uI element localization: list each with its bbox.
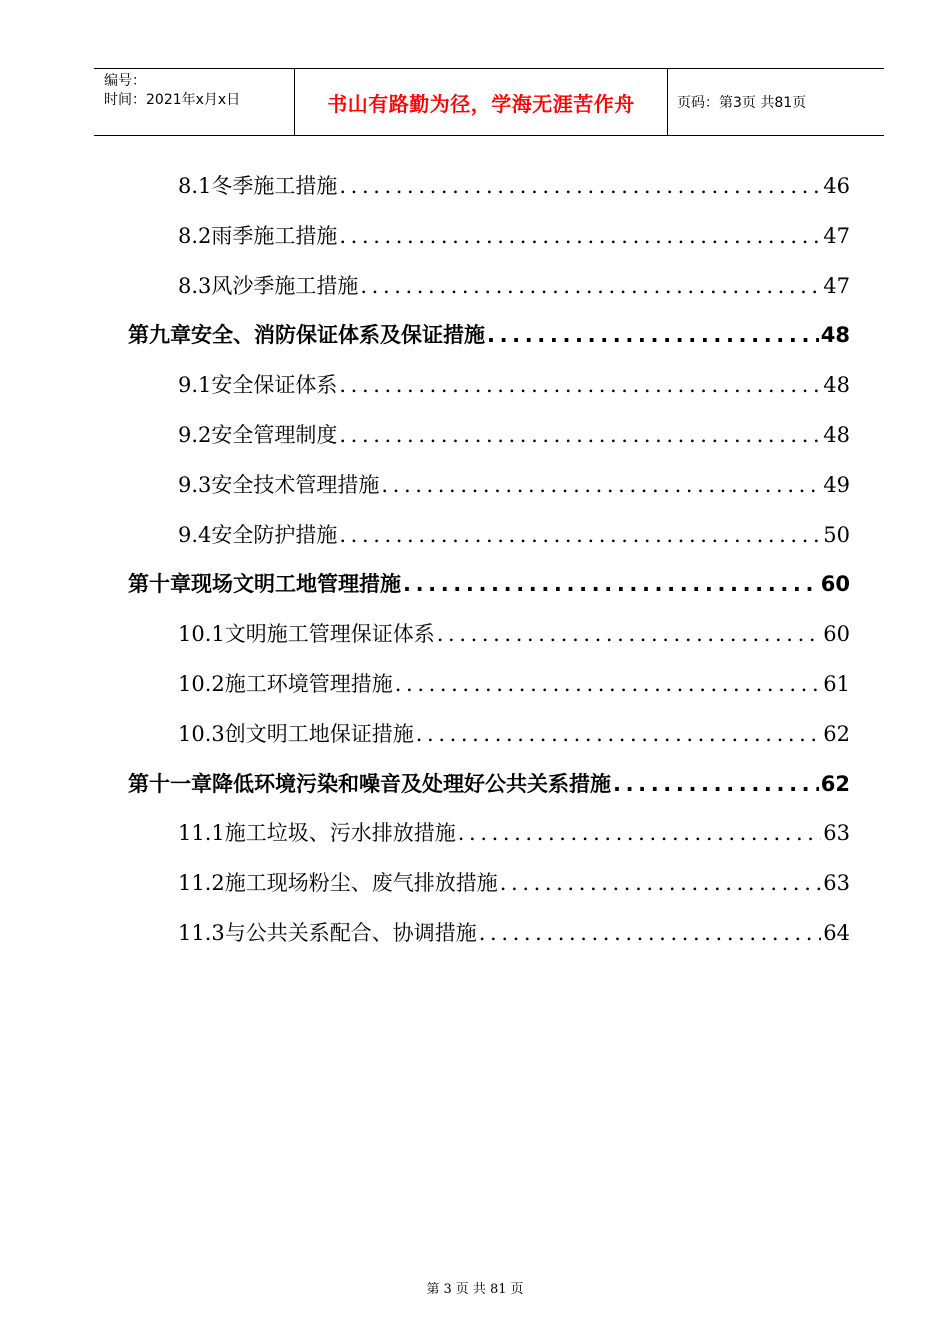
toc-title: 文明施工管理保证体系 — [224, 622, 435, 647]
toc-page: 64 — [823, 921, 850, 945]
toc-leader — [337, 171, 821, 201]
toc-page: 46 — [823, 174, 850, 198]
toc-entry[interactable] — [178, 470, 850, 500]
toc-page: 60 — [820, 572, 850, 597]
toc-page: 63 — [823, 821, 850, 846]
toc-number: 9.3 — [178, 472, 212, 497]
toc-leader — [414, 719, 822, 749]
toc-title: 施工现场粉尘、废气排放措施 — [224, 871, 498, 896]
toc-entry[interactable] — [178, 818, 850, 848]
toc-title: 施工垃圾、污水排放措施 — [224, 821, 456, 846]
toc-leader — [337, 221, 821, 251]
header-meta-cell — [94, 69, 295, 135]
toc-leader — [485, 320, 819, 350]
toc-number: 8.1 — [178, 174, 212, 198]
toc-number: 8.2 — [178, 223, 212, 248]
toc-number: 11.3 — [178, 921, 225, 945]
page-header — [94, 68, 884, 136]
toc-number: 9.1 — [178, 373, 212, 398]
toc-leader — [611, 769, 819, 799]
toc-title: 冬季施工措施 — [211, 174, 338, 198]
toc-page: 48 — [823, 423, 850, 447]
toc-page: 48 — [820, 323, 850, 348]
footer-prefix: 第 — [426, 1282, 440, 1297]
toc-title: 安全技术管理措施 — [211, 472, 380, 497]
page-footer — [0, 1278, 950, 1297]
toc-number: 11.2 — [178, 871, 225, 896]
toc-title: 与公共关系配合、协调措施 — [224, 921, 477, 945]
header-motto: 书山有路勤为径，学海无涯苦作舟 — [295, 69, 668, 135]
toc-title: 安全、消防保证体系及保证措施 — [191, 323, 485, 348]
toc-entry[interactable] — [178, 171, 850, 201]
toc-number: 第九章 — [128, 323, 191, 348]
toc-number: 第十章 — [128, 572, 191, 597]
toc-leader — [498, 868, 822, 898]
toc-title: 现场文明工地管理措施 — [191, 572, 401, 597]
toc-entry[interactable] — [178, 918, 850, 948]
footer-suffix: 页 — [510, 1282, 524, 1297]
toc-entry[interactable] — [128, 320, 850, 350]
toc-page: 47 — [823, 273, 850, 298]
toc-leader — [337, 420, 821, 450]
toc-number: 11.1 — [178, 821, 225, 846]
toc-entry[interactable] — [178, 719, 850, 749]
toc-leader — [337, 520, 821, 550]
toc-page: 62 — [820, 771, 850, 796]
toc-entry[interactable] — [128, 769, 850, 799]
toc-page: 50 — [823, 522, 850, 547]
toc-leader — [393, 669, 822, 699]
toc-entry[interactable] — [178, 370, 850, 400]
toc-number: 第十一章 — [128, 771, 212, 796]
toc-number: 10.3 — [178, 721, 225, 746]
toc-page: 61 — [823, 672, 850, 696]
footer-total-pages: 81 — [489, 1282, 507, 1297]
toc-page: 48 — [823, 373, 850, 398]
toc-entry[interactable] — [178, 221, 850, 251]
serial-label: 编号： — [104, 73, 146, 89]
toc-number: 8.3 — [178, 273, 212, 298]
footer-current-page: 3 — [443, 1282, 452, 1297]
header-page-info: 页码：第3页 共81页 — [677, 95, 807, 111]
time-label: 时间：2021年x月x日 — [104, 92, 241, 108]
toc-entry[interactable] — [178, 420, 850, 450]
toc-title: 创文明工地保证措施 — [224, 721, 414, 746]
toc-page: 49 — [823, 472, 850, 497]
toc-number: 9.4 — [178, 522, 212, 547]
toc-page: 62 — [823, 721, 850, 746]
toc-entry[interactable] — [178, 868, 850, 898]
toc-title: 安全防护措施 — [211, 522, 338, 547]
toc-title: 雨季施工措施 — [211, 223, 338, 248]
toc-title: 安全保证体系 — [211, 373, 338, 398]
toc-leader — [477, 918, 822, 948]
toc-leader — [379, 470, 821, 500]
toc-leader — [337, 370, 821, 400]
toc-page: 47 — [823, 223, 850, 248]
toc-entry[interactable] — [178, 520, 850, 550]
toc-entry[interactable] — [178, 669, 850, 699]
toc-page: 60 — [823, 622, 850, 647]
toc-title: 风沙季施工措施 — [211, 273, 359, 298]
toc-leader — [401, 569, 819, 599]
toc-number: 10.2 — [178, 672, 225, 696]
footer-middle: 页 共 — [455, 1282, 486, 1297]
toc-leader — [435, 619, 822, 649]
toc-leader — [358, 271, 821, 301]
toc-leader — [456, 818, 822, 848]
toc-page: 63 — [823, 871, 850, 896]
toc-entry[interactable] — [128, 569, 850, 599]
toc-number: 10.1 — [178, 622, 225, 647]
toc-number: 9.2 — [178, 423, 212, 447]
toc-title: 施工环境管理措施 — [224, 672, 393, 696]
toc-title: 安全管理制度 — [211, 423, 338, 447]
toc-entry[interactable] — [178, 271, 850, 301]
toc-entry[interactable] — [178, 619, 850, 649]
toc-title: 降低环境污染和噪音及处理好公共关系措施 — [212, 771, 611, 796]
